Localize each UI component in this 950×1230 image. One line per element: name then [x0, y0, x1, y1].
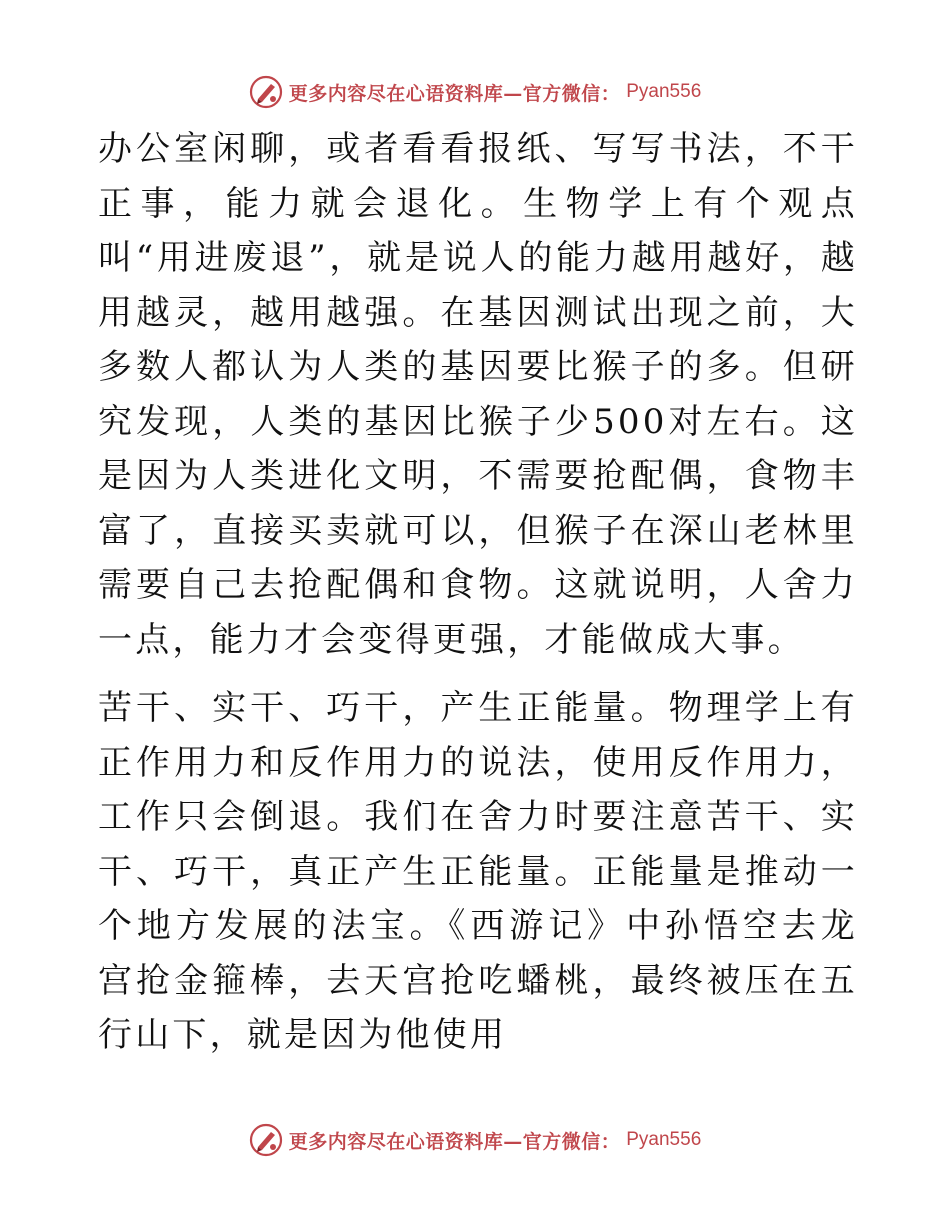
- watermark-text: 更多内容尽在心语资料库—官方微信：: [288, 1130, 621, 1153]
- watermark-wechat-id: Pyan556: [626, 81, 702, 102]
- watermark-text: 更多内容尽在心语资料库—官方微信：: [288, 82, 621, 105]
- paragraph-2: 苦干、实干、巧干，产生正能量。物理学上有正作用力和反作用力的说法，使用反作用力，工作只会倒退。我们在舍力时要注意苦干、实干、巧干，真正产生正能量。正能量是推动一个地方发展的法宝。《西游记》中孙悟空去龙宫抢金箍棒，去天宫抢吃蟠桃，最终被压在五行山下，就是因为他使用: [98, 688, 858, 1055]
- brand-logo-icon: [249, 75, 283, 109]
- header-watermark: [0, 72, 950, 112]
- document-body: [98, 122, 858, 1063]
- brand-logo-icon: [249, 1123, 283, 1157]
- footer-watermark: [0, 1120, 950, 1160]
- paragraph-1: 办公室闲聊，或者看看报纸、写写书法，不干正事，能力就会退化。生物学上有个观点叫“用进废退”，就是说人的能力越用越好，越用越灵，越用越强。在基因测试出现之前，大多数人都认为人类的基因要比猴子的多。但研究发现，人类的基因比猴子少500对左右。这是因为人类进化文明，不需要抢配偶，食物丰富了，直接买卖就可以，但猴子在深山老林里需要自己去抢配偶和食物。这就说明，人舍力一点，能力才会变得更强，才能做成大事。: [98, 129, 858, 660]
- watermark-wechat-id: Pyan556: [626, 1129, 702, 1150]
